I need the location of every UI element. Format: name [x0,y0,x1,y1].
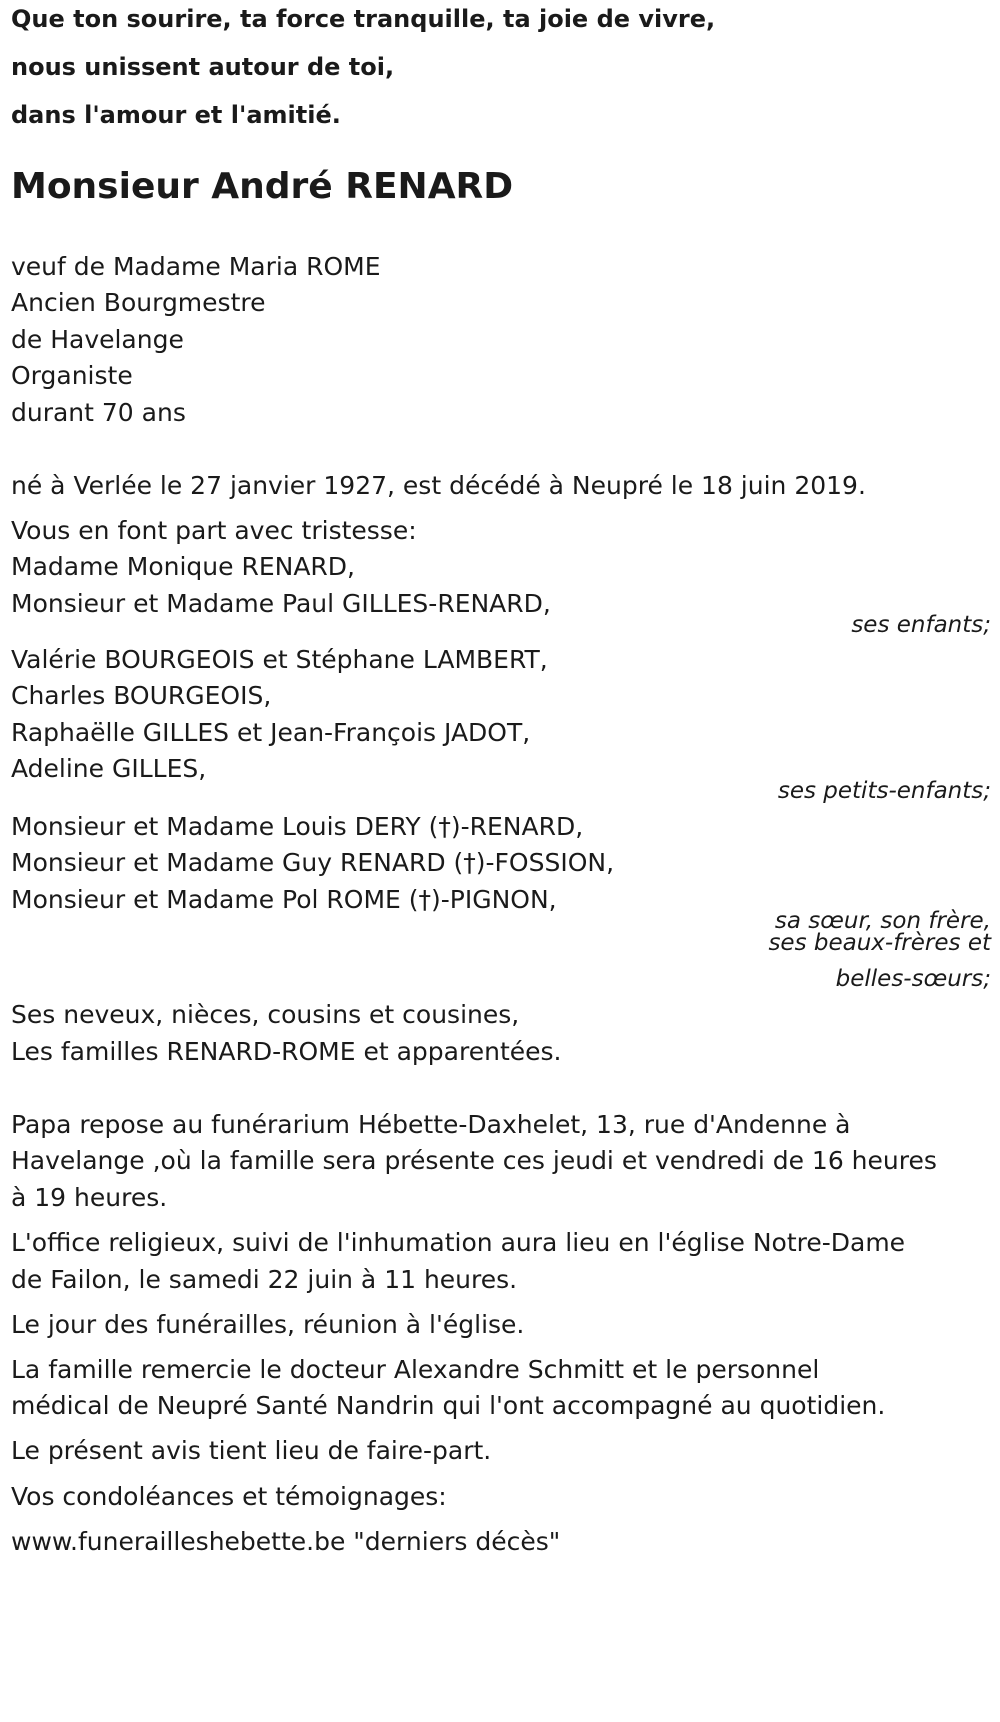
family-member: Charles BOURGEOIS, [11,681,272,710]
intro-line: Vous en font part avec tristesse: [11,516,417,545]
family-member: Monsieur et Madame Guy RENARD (†)-FOSSION, [11,848,615,877]
verse-line: nous unissent autour de toi, [11,53,395,81]
paragraph-line: La famille remercie le docteur Alexandre Schmitt et le personnel [11,1355,820,1384]
paragraph-line: Papa repose au funérarium Hébette-Daxhelet, 13, rue d'Andenne à [11,1110,851,1139]
birth-death-line: né à Verlée le 27 janvier 1927, est décédé à Neupré le 18 juin 2019. [11,471,866,500]
verse-line: Que ton sourire, ta force tranquille, ta joie de vivre, [11,5,716,33]
family-member: Raphaëlle GILLES et Jean-François JADOT, [11,718,531,747]
grandchildren-label: ses petits-enfants; [777,778,991,804]
siblings-label-line: ses beaux-frères et [768,930,991,956]
extended-family: Ses neveux, nièces, cousins et cousines, [11,1000,520,1029]
website-link[interactable]: www.funerailleshebette.be "derniers décès" [11,1527,561,1556]
title-line: durant 70 ans [11,398,186,427]
children-label: ses enfants; [851,612,991,638]
title-line: Ancien Bourgmestre [11,288,266,317]
paragraph-line: de Failon, le samedi 22 juin à 11 heures. [11,1265,518,1294]
family-member: Valérie BOURGEOIS et Stéphane LAMBERT, [11,645,548,674]
paragraph-line: L'office religieux, suivi de l'inhumation aura lieu en l'église Notre-Dame [11,1228,906,1257]
family-member: Monsieur et Madame Louis DERY (†)-RENARD, [11,812,584,841]
paragraph-line: Le présent avis tient lieu de faire-part. [11,1436,492,1465]
obituary-notice [11,0,991,1556]
siblings-label-line: belles-sœurs; [835,966,991,992]
title-line: Organiste [11,361,133,390]
extended-family: Les familles RENARD-ROME et apparentées. [11,1037,562,1066]
deceased-name: Monsieur André RENARD [11,166,514,207]
paragraph-line: médical de Neupré Santé Nandrin qui l'ont accompagné au quotidien. [11,1391,886,1420]
paragraph-line: Vos condoléances et témoignages: [11,1482,447,1511]
title-line: veuf de Madame Maria ROME [11,252,381,281]
paragraph-line: Le jour des funérailles, réunion à l'église. [11,1310,525,1339]
paragraph-line: à 19 heures. [11,1183,168,1212]
family-member: Monsieur et Madame Paul GILLES-RENARD, [11,589,551,618]
title-line: de Havelange [11,325,184,354]
paragraph-line: Havelange ,où la famille sera présente ces jeudi et vendredi de 16 heures [11,1146,937,1175]
family-member: Adeline GILLES, [11,754,207,783]
siblings-label-line: sa sœur, son frère, [774,908,991,934]
verse-line: dans l'amour et l'amitié. [11,101,341,129]
family-member: Madame Monique RENARD, [11,552,355,581]
opening-verse [11,0,991,144]
family-member: Monsieur et Madame Pol ROME (†)-PIGNON, [11,885,557,914]
